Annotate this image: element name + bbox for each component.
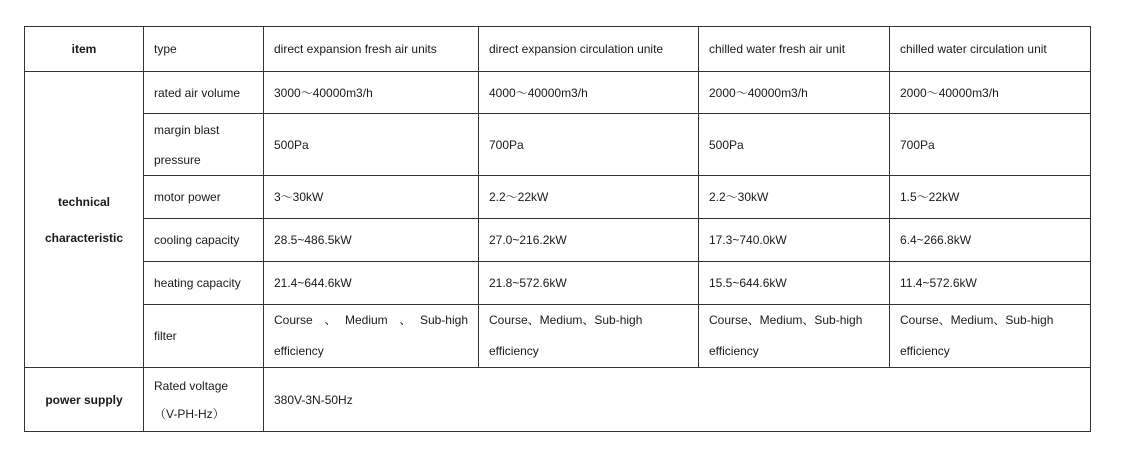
row-label-cooling-capacity: cooling capacity [144, 219, 264, 262]
table-row [25, 114, 1091, 176]
cell: 15.5~644.6kW [699, 262, 890, 305]
cell: Course、Medium、Sub-high efficiency [890, 305, 1091, 368]
cell: 17.3~740.0kW [699, 219, 890, 262]
header-chilled-water-circulation: chilled water circulation unit [890, 27, 1091, 72]
cell: 3000～40000m3/h [264, 72, 479, 114]
rated-voltage-value: 380V-3N-50Hz [264, 368, 1091, 432]
table-row [25, 219, 1091, 262]
cell: Course 、Medium 、Sub-high efficiency [264, 305, 479, 368]
row-label-motor-power: motor power [144, 176, 264, 219]
table-row [25, 305, 1091, 368]
cell: 2.2～30kW [699, 176, 890, 219]
cell: 6.4~266.8kW [890, 219, 1091, 262]
cell: 1.5～22kW [890, 176, 1091, 219]
header-direct-expansion-circulation: direct expansion circulation unite [479, 27, 699, 72]
rated-voltage-label [144, 368, 264, 432]
rated-voltage-line1: Rated voltage [154, 378, 229, 393]
header-item: item [25, 27, 144, 72]
cell: 500Pa [699, 114, 890, 176]
cell: 3～30kW [264, 176, 479, 219]
cell: 27.0~216.2kW [479, 219, 699, 262]
header-type: type [144, 27, 264, 72]
header-row [25, 27, 1091, 72]
cell: 500Pa [264, 114, 479, 176]
row-label-margin-blast-pressure: margin blast pressure [144, 114, 264, 176]
cell: 11.4~572.6kW [890, 262, 1091, 305]
row-label-rated-air-volume: rated air volume [144, 72, 264, 114]
row-label-filter: filter [144, 305, 264, 368]
cell: 4000～40000m3/h [479, 72, 699, 114]
header-direct-expansion-fresh-air: direct expansion fresh air units [264, 27, 479, 72]
cell: 700Pa [479, 114, 699, 176]
header-chilled-water-fresh-air: chilled water fresh air unit [699, 27, 890, 72]
power-supply-label: power supply [25, 368, 144, 432]
table-row [25, 176, 1091, 219]
power-supply-row [25, 368, 1091, 432]
cell: 21.4~644.6kW [264, 262, 479, 305]
row-label-heating-capacity: heating capacity [144, 262, 264, 305]
cell: 28.5~486.5kW [264, 219, 479, 262]
cell: 21.8~572.6kW [479, 262, 699, 305]
technical-characteristic-label: technical characteristic [44, 194, 124, 245]
cell: 700Pa [890, 114, 1091, 176]
table-row [25, 72, 1091, 114]
spec-table [24, 26, 1091, 432]
cell: 2000～40000m3/h [890, 72, 1091, 114]
cell: Course、Medium、Sub-high efficiency [479, 305, 699, 368]
table-row [25, 262, 1091, 305]
rated-voltage-unit: （V-PH-Hz） [154, 406, 225, 421]
cell: 2000～40000m3/h [699, 72, 890, 114]
cell: 2.2～22kW [479, 176, 699, 219]
technical-characteristic-group [25, 72, 144, 368]
cell: Course、Medium、Sub-high efficiency [699, 305, 890, 368]
